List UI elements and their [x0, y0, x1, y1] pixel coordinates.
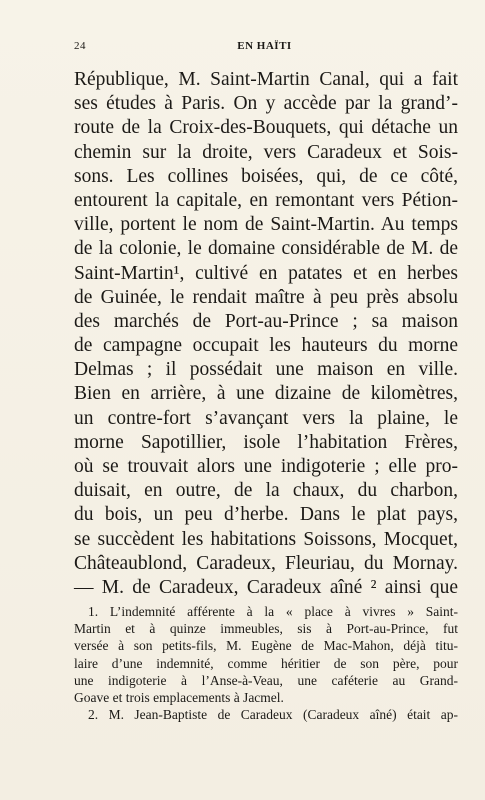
page-number: 24 — [74, 40, 86, 52]
text-line: se succèdent les habitations Soissons, Mocquet, — [74, 528, 458, 550]
text-line: République, M. Saint-Martin Canal, qui a fait — [74, 69, 458, 90]
main-text — [74, 68, 458, 600]
text-line: un contre-fort s’avançant vers la plaine, le — [74, 407, 458, 429]
text-line: Delmas ; il possédait une maison en ville. — [74, 359, 458, 381]
text-line: des marchés de Port-au-Prince ; sa maison — [74, 310, 458, 332]
text-line: ses études à Paris. On y accède par la grand’- — [74, 93, 458, 115]
text-line: Bien en arrière, à une dizaine de kilomètres, — [74, 383, 458, 405]
text-line: Saint-Martin¹, cultivé en patates et en herbes — [74, 262, 458, 284]
text-line: de Guinée, le rendait maître à peu près absolu — [74, 286, 458, 308]
footnote-line: laire d’une indemnité, comme héritier de son père, pour — [74, 655, 458, 671]
text-line: route de la Croix-des-Bouquets, qui détache un — [74, 117, 458, 139]
footnote-line: versée à son petits-fils, M. Eugène de Mac-Mahon, déjà titu- — [74, 638, 458, 654]
text-line: chemin sur la droite, vers Caradeux et Sois- — [74, 141, 458, 163]
text-line: Châteaublond, Caradeux, Fleuriau, du Mornay. — [74, 552, 458, 574]
text-line: morne Sapotillier, isole l’habitation Frères, — [74, 431, 458, 453]
text-line: du bois, un peu d’herbe. Dans le plat pays, — [74, 504, 458, 526]
text-line: sons. Les collines boisées, qui, de ce côté, — [74, 165, 458, 187]
footnote-line: 1. L’indemnité afférente à la « place à vivres » Saint- — [88, 604, 458, 619]
text-line: — M. de Caradeux, Caradeux aîné ² ainsi que — [74, 576, 458, 598]
footnote-line: Goave et trois emplacements à Jacmel. — [74, 689, 284, 705]
text-line: ville, portent le nom de Saint-Martin. Au temps — [74, 214, 458, 236]
footnote-line: 2. M. Jean-Baptiste de Caradeux (Caradeux aîné) était ap- — [88, 707, 458, 723]
text-line: entourent la capitale, en remontant vers Pétion- — [74, 189, 458, 211]
text-line: où se trouvait alors une indigoterie ; elle pro- — [74, 456, 458, 477]
text-line: de campagne occupait les hauteurs du morne — [74, 335, 458, 357]
text-line: duisait, en outre, de la chaux, du charbon, — [74, 480, 458, 502]
running-title: EN HAÏTI — [237, 40, 292, 52]
footnote-line: une indigoterie à l’Anse-à-Veau, une caféterie au Grand- — [74, 672, 458, 688]
text-line: de la colonie, le domaine considérable de M. de — [74, 238, 458, 260]
footnotes — [74, 603, 458, 723]
page-header — [74, 40, 455, 56]
footnote-line: Martin et à quinze immeubles, sis à Port-au-Prince, fut — [74, 621, 458, 637]
